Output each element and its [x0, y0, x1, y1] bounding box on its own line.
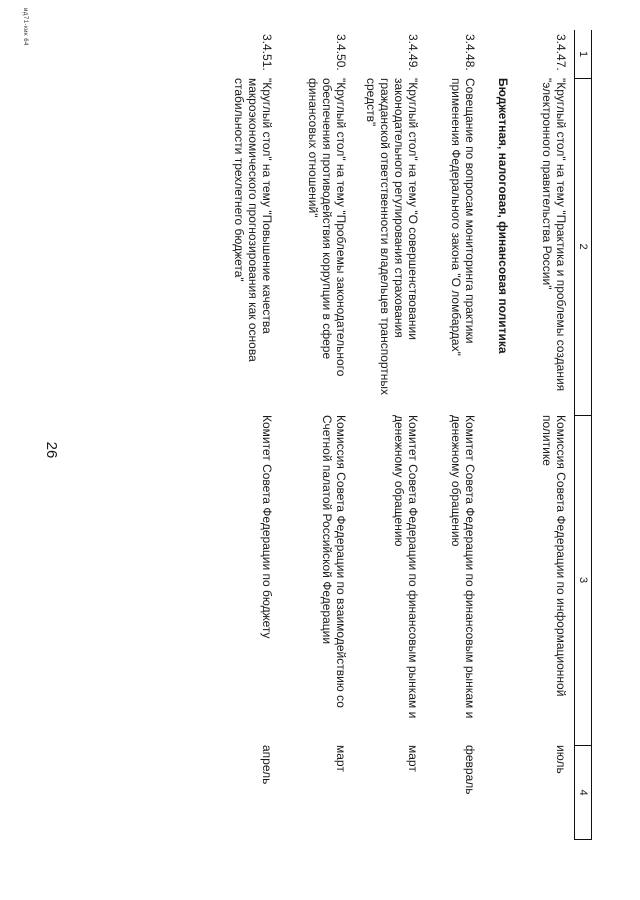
row-responsible: Комитет Совета Федерации по финансовым рынкам и денежному обращению [392, 415, 420, 719]
row-term: февраль [463, 745, 477, 795]
row-responsible: Комиссия Совета Федерации по информационной политике [540, 415, 568, 697]
row-term: июль [554, 745, 568, 774]
column-header-3: 3 [577, 576, 589, 584]
row-event: "Круглый стол" на тему "Повышение качества макроэкономического прогнозирования как основа стабильности трехлетнего бюджета" [232, 78, 274, 362]
row-term: март [406, 745, 420, 772]
row-term: апрель [260, 745, 274, 785]
row-event: "Круглый стол" на тему "Проблемы законодательного обеспечения противодействия коррупции в сфере финансовых отношений" [306, 78, 348, 377]
row-number: 3.4.49. [406, 34, 420, 71]
row-number: 3.4.51. [260, 34, 274, 71]
row-event: Совещание по вопросам мониторинга практики применения Федерального закона "О ломбардах" [449, 78, 477, 356]
row-responsible: Комиссия Совета Федерации по взаимодействию со Счетной палатой Российской Федерации [320, 415, 348, 708]
column-divider [575, 839, 591, 840]
row-number: 3.4.48. [463, 34, 477, 71]
column-header-2: 2 [577, 243, 589, 250]
plan-table [92, 30, 592, 840]
row-term: март [334, 745, 348, 772]
page-number: 26 [43, 441, 60, 459]
row-responsible: Комитет Совета Федерации по финансовым рынкам и денежному обращению [449, 415, 477, 719]
row-number: 3.4.50. [334, 34, 348, 71]
footer-mark: ид71-кик 64 [22, 8, 28, 46]
row-responsible: Комитет Совета Федерации по бюджету [260, 415, 274, 639]
column-header-1: 1 [577, 50, 589, 58]
section-title: Бюджетная, налоговая, финансовая политика [496, 78, 510, 354]
row-event: "Круглый стол" на тему "Практика и проблемы создания "электронного правительства России" [540, 78, 568, 392]
row-number: 3.4.47. [554, 34, 568, 71]
table-header [574, 30, 592, 840]
row-event: "Круглый стол" на тему "О совершенствовании законодательного регулирования страхования гражданской ответственности владельцев транспортных средств" [364, 78, 420, 396]
column-header-4: 4 [577, 789, 589, 796]
